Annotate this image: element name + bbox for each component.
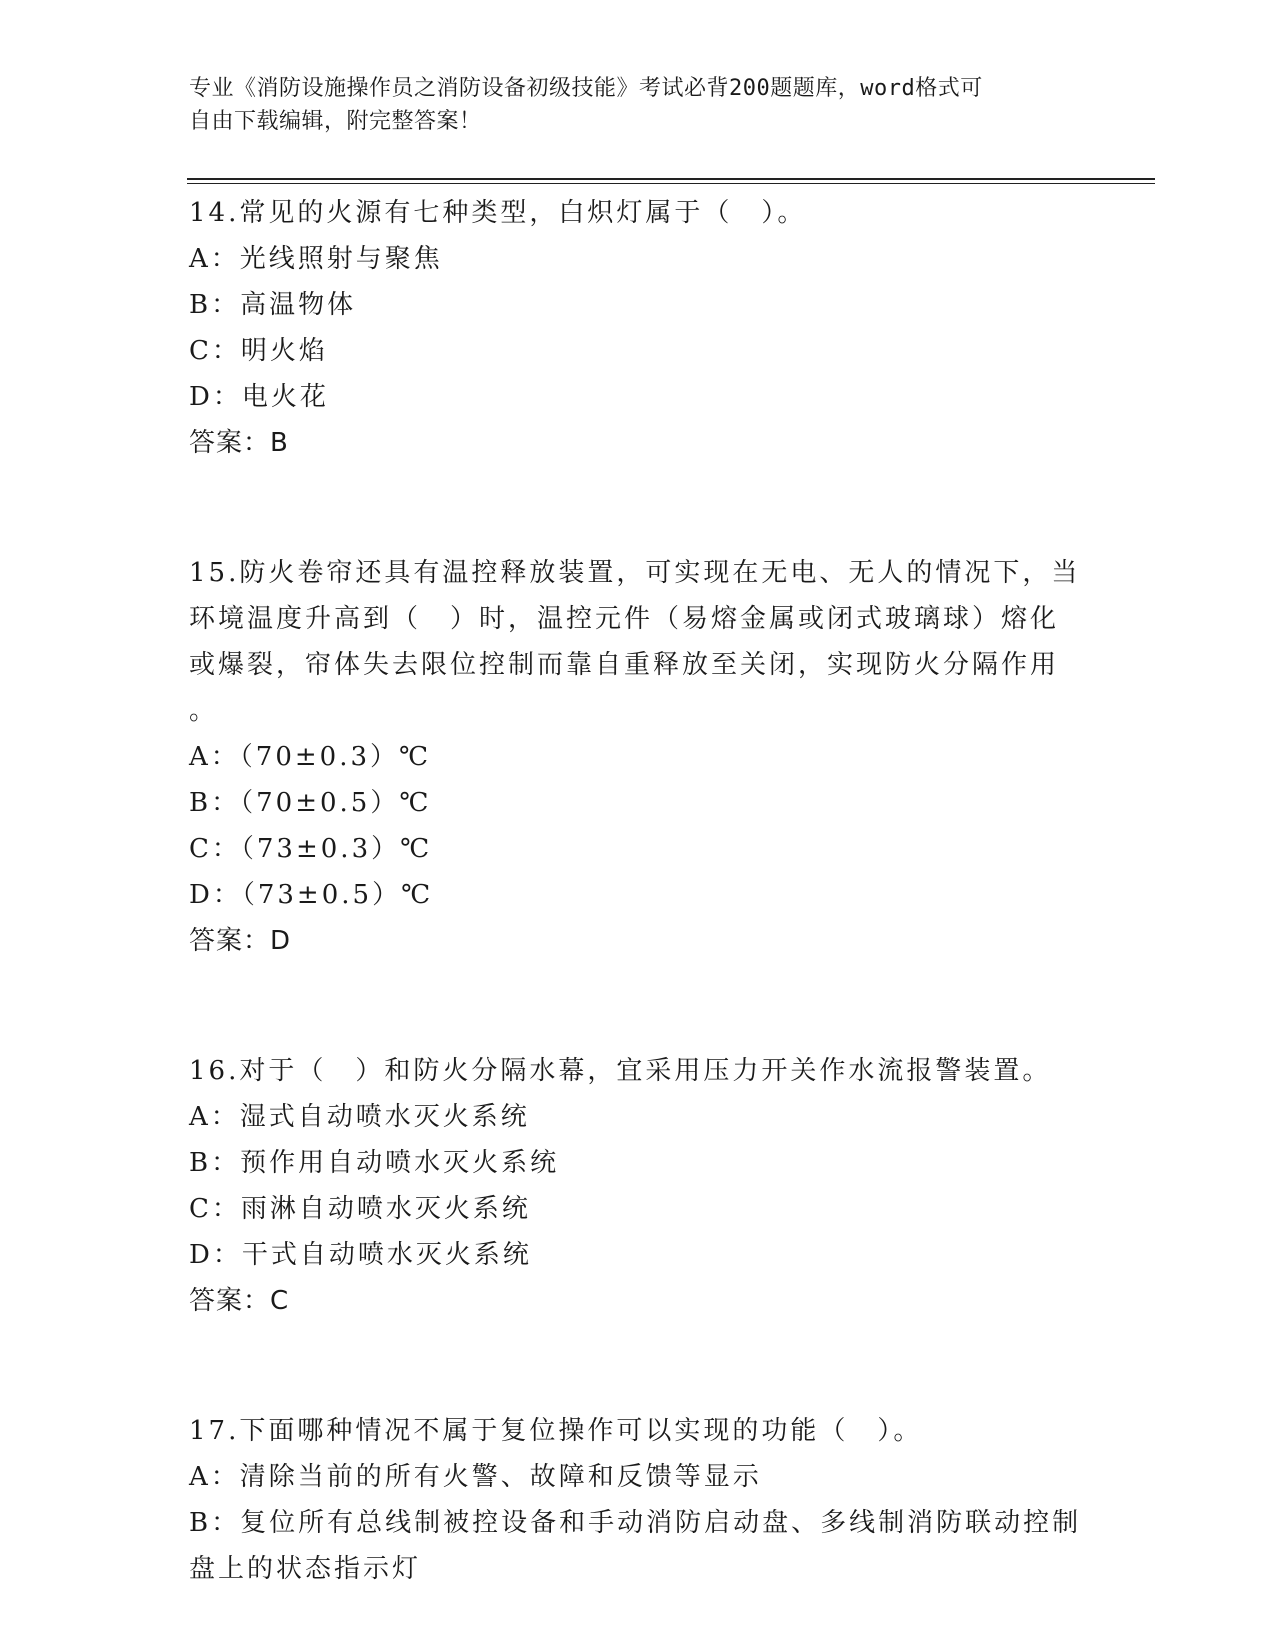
question-stem: 17.下面哪种情况不属于复位操作可以实现的功能（ ）。: [189, 1416, 923, 1446]
question-list: [189, 190, 1089, 1592]
option-b: B：（70±0.5）℃: [189, 788, 432, 818]
option-d: D：电火花: [189, 382, 329, 412]
option-b: B：高温物体: [189, 290, 357, 320]
option-b-continued: 盘上的状态指示灯: [189, 1554, 422, 1584]
answer-label: 答案：C: [189, 1286, 290, 1316]
question-stem-line: 15.防火卷帘还具有温控释放装置，可实现在无电、无人的情况下，当: [189, 558, 1081, 588]
option-c: C：（73±0.3）℃: [189, 834, 433, 864]
question-stem: 16.对于（ ）和防火分隔水幕，宜采用压力开关作水流报警装置。: [189, 1056, 1052, 1086]
option-a: A：光线照射与聚焦: [189, 244, 443, 274]
header-line-1: 专业《消防设施操作员之消防设备初级技能》考试必背200题题库，word格式可: [189, 76, 983, 101]
option-c: C：雨淋自动喷水灭火系统: [189, 1194, 531, 1224]
option-a: A：清除当前的所有火警、故障和反馈等显示: [189, 1462, 762, 1492]
option-b: B：预作用自动喷水灭火系统: [189, 1148, 560, 1178]
question-stem: 14.常见的火源有七种类型，白炽灯属于（ ）。: [189, 198, 807, 228]
option-c: C：明火焰: [189, 336, 328, 366]
option-b: B：复位所有总线制被控设备和手动消防启动盘、多线制消防联动控制: [189, 1508, 1082, 1538]
question-14: [189, 190, 1089, 466]
header-rule-thin: [187, 183, 1155, 184]
question-stem-line: 或爆裂，帘体失去限位控制而靠自重释放至关闭，实现防火分隔作用: [189, 650, 1060, 680]
document-header: [189, 72, 1069, 138]
header-rule-thick: [187, 178, 1155, 180]
question-stem-line: 。: [189, 696, 219, 726]
option-a: A：湿式自动喷水灭火系统: [189, 1102, 530, 1132]
question-16: [189, 1048, 1089, 1324]
question-15: [189, 550, 1089, 964]
option-d: D：（73±0.5）℃: [189, 880, 434, 910]
option-a: A：（70±0.3）℃: [189, 742, 432, 772]
question-17: [189, 1408, 1089, 1592]
question-stem-line: 环境温度升高到（ ）时，温控元件（易熔金属或闭式玻璃球）熔化: [189, 604, 1060, 634]
answer-label: 答案：D: [189, 926, 292, 956]
option-d: D：干式自动喷水灭火系统: [189, 1240, 532, 1270]
answer-label: 答案：B: [189, 428, 289, 458]
header-line-2: 自由下载编辑，附完整答案！: [189, 109, 482, 134]
